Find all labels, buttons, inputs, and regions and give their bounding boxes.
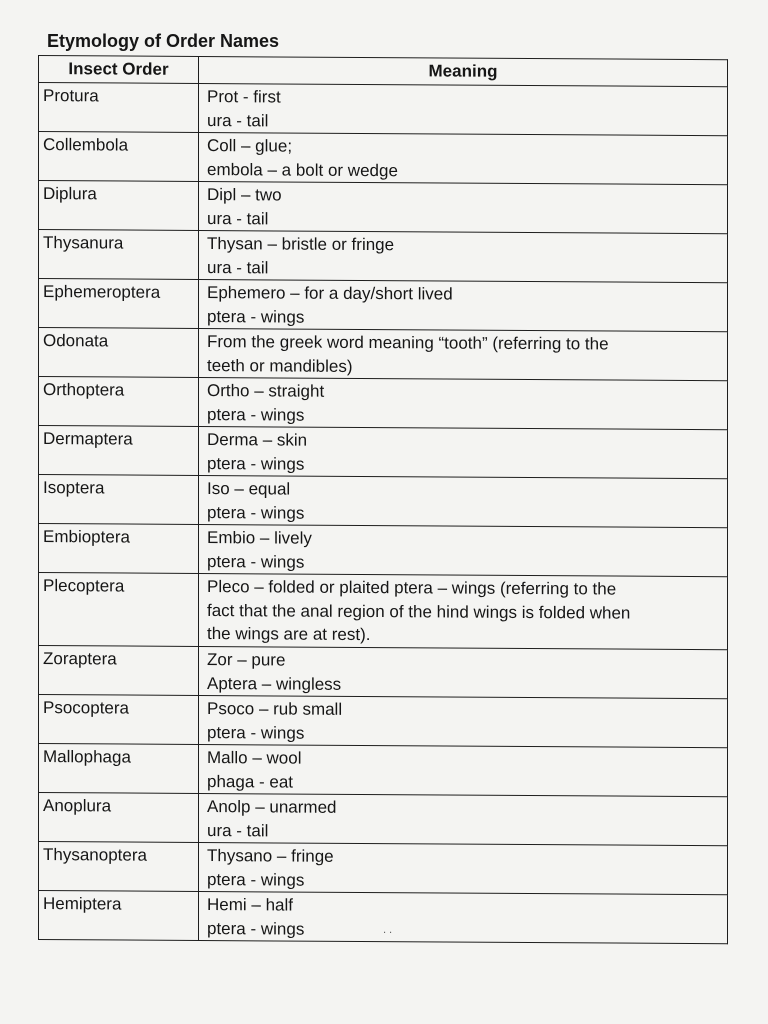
meaning-cell [199, 279, 728, 331]
meaning-line: Embio – lively [207, 528, 312, 548]
meaning-line: Ortho – straight [207, 381, 325, 401]
meaning-cell [199, 83, 728, 135]
meaning-line: From the greek word meaning “tooth” (referring to the [207, 332, 609, 354]
meaning-line: ura - tail [207, 110, 269, 130]
table-row [39, 230, 728, 283]
insect-order-cell: Isoptera [39, 475, 199, 525]
meaning-cell [199, 426, 728, 478]
table-row [39, 744, 728, 797]
table-header-row [39, 56, 728, 87]
meaning-cell [199, 646, 728, 698]
meaning-line: ptera - wings [207, 404, 305, 425]
meaning-cell [199, 181, 728, 233]
insect-order-cell: Thysanura [39, 230, 199, 280]
page-title: Etymology of Order Names [47, 31, 280, 51]
meaning-line: phaga - eat [207, 771, 294, 792]
scan-specks: ‧ ‧ [383, 928, 393, 939]
meaning-line: Anolp – unarmed [207, 797, 337, 817]
meaning-cell [199, 524, 728, 576]
insect-order-cell: Psocoptera [39, 695, 199, 745]
meaning-line: ptera - wings [207, 869, 305, 890]
table-row [39, 793, 728, 846]
meaning-line: ptera - wings [207, 453, 305, 474]
insect-order-cell: Mallophaga [39, 744, 199, 794]
table-row [39, 83, 728, 136]
meaning-line: Pleco – folded or plaited ptera – wings (referring to the [207, 577, 617, 599]
meaning-cell [199, 475, 728, 527]
meaning-line: fact that the anal region of the hind wings is folded when [207, 600, 631, 623]
table-row [39, 524, 728, 577]
meaning-cell [199, 695, 728, 747]
table-row [39, 475, 728, 528]
table-row [39, 573, 728, 650]
table-row [39, 695, 728, 748]
meaning-line: ura - tail [207, 208, 269, 228]
meaning-cell [199, 377, 728, 429]
table-row [39, 279, 728, 332]
meaning-line: Derma – skin [207, 430, 308, 450]
insect-order-cell: Anoplura [39, 793, 199, 843]
table-row [39, 181, 728, 234]
meaning-line: Thysano – fringe [207, 846, 334, 866]
meaning-line: Thysan – bristle or fringe [207, 234, 395, 255]
insect-order-cell: Thysanoptera [39, 842, 199, 892]
insect-order-cell: Hemiptera [39, 891, 199, 941]
meaning-line: ptera - wings [207, 918, 305, 939]
meaning-cell [199, 132, 728, 184]
meaning-line: Prot - first [207, 87, 281, 107]
meaning-line: Iso – equal [207, 479, 291, 499]
insect-order-cell: Embioptera [39, 524, 199, 574]
table-row [39, 842, 728, 895]
meaning-line: Coll – glue; [207, 136, 293, 156]
meaning-line: ura - tail [207, 820, 269, 840]
meaning-cell [199, 328, 728, 380]
meaning-cell [199, 230, 728, 282]
meaning-line: the wings are at rest). [207, 624, 371, 645]
meaning-line: Ephemero – for a day/short lived [207, 283, 453, 304]
meaning-line: embola – a bolt or wedge [207, 159, 398, 180]
table-row [39, 328, 728, 381]
header-meaning: Meaning [199, 56, 728, 86]
insect-order-cell: Dermaptera [39, 426, 199, 476]
meaning-line: ptera - wings [207, 502, 305, 523]
insect-order-cell: Protura [39, 83, 199, 133]
meaning-line: ura - tail [207, 257, 269, 277]
table-row [39, 377, 728, 430]
insect-order-cell: Zoraptera [39, 646, 199, 696]
meaning-cell [199, 891, 728, 943]
meaning-cell [199, 842, 728, 894]
meaning-line: Mallo – wool [207, 748, 302, 768]
table-row [39, 132, 728, 185]
insect-order-cell: Orthoptera [39, 377, 199, 427]
meaning-line: Dipl – two [207, 185, 282, 205]
insect-order-cell: Ephemeroptera [39, 279, 199, 329]
etymology-table [38, 55, 728, 944]
meaning-line: Zor – pure [207, 650, 286, 670]
meaning-line: teeth or mandibles) [207, 355, 353, 376]
table-row [39, 646, 728, 699]
header-insect-order: Insect Order [39, 56, 199, 84]
meaning-cell [199, 573, 728, 649]
meaning-cell [199, 744, 728, 796]
meaning-cell [199, 793, 728, 845]
table-row [39, 426, 728, 479]
insect-order-cell: Diplura [39, 181, 199, 231]
insect-order-cell: Collembola [39, 132, 199, 182]
meaning-line: ptera - wings [207, 551, 305, 572]
table-body [39, 83, 728, 944]
meaning-line: ptera - wings [207, 722, 305, 743]
meaning-line: ptera - wings [207, 306, 305, 327]
insect-order-cell: Odonata [39, 328, 199, 378]
meaning-line: Aptera – wingless [207, 673, 342, 694]
insect-order-cell: Plecoptera [39, 573, 199, 647]
meaning-line: Psoco – rub small [207, 699, 343, 719]
meaning-line: Hemi – half [207, 895, 293, 915]
